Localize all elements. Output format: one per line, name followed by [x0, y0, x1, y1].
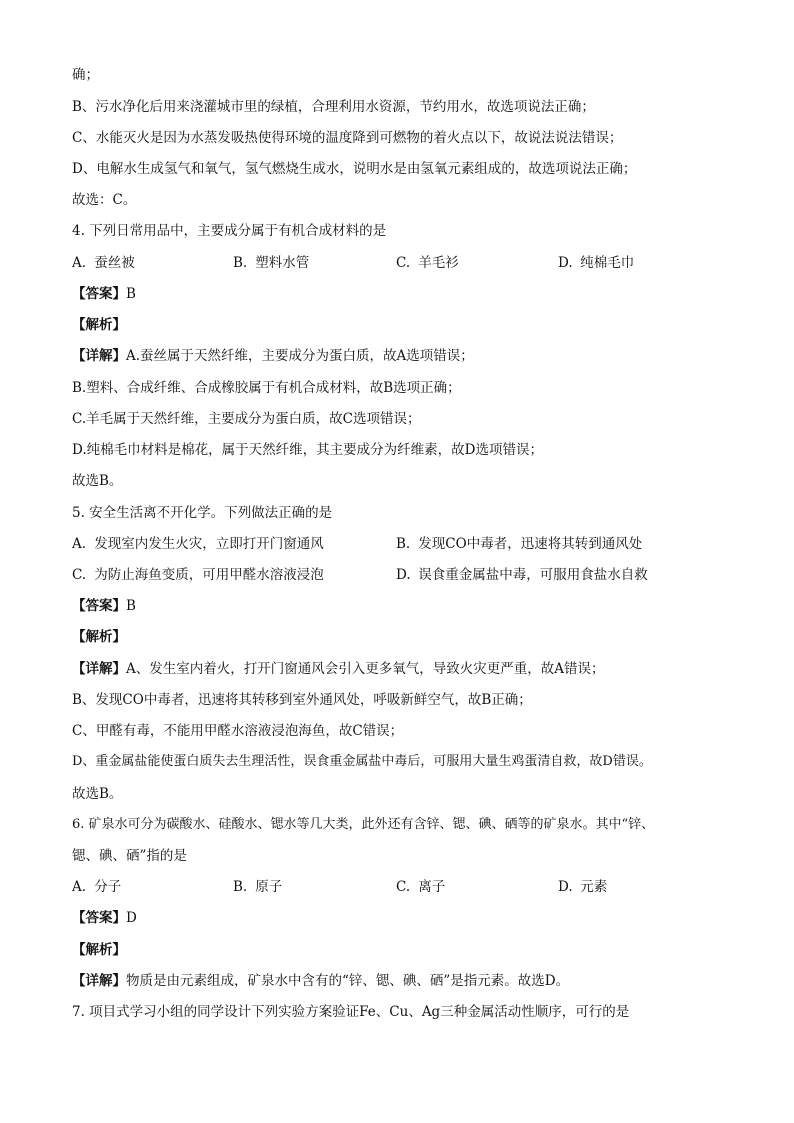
q6-answer: [72, 908, 137, 928]
q6-option-a: A. 分子: [72, 879, 122, 895]
q6-option-b: B. 原子: [233, 879, 283, 895]
q4-option-d: D. 纯棉毛巾: [558, 255, 635, 271]
question-4-stem: 4. 下列日常用品中，主要成分属于有机合成材料的是: [72, 223, 387, 239]
q4-detail-line: D.纯棉毛巾材料是棉花，属于天然纤维，其主要成分为纤维素，故D选项错误；: [72, 442, 543, 458]
detail-label: 【详解】: [72, 661, 126, 677]
q4-detail-line: B.塑料、合成纤维、合成橡胶属于有机合成材料，故B选项正确；: [72, 380, 461, 396]
q6-detail-first: 【详解】物质是由元素组成，矿泉水中含有的“锌、锶、碘、硒”是指元素。故选D。: [72, 973, 570, 989]
q4-option-b: B. 塑料水管: [233, 255, 310, 271]
answer-value: B: [126, 598, 136, 614]
q5-detail-line: C、甲醛有毒，不能用甲醛水溶液浸泡海鱼，故C错误；: [72, 723, 404, 739]
q5-option-a: A. 发现室内发生火灾，立即打开门窗通风: [72, 536, 324, 552]
q4-option-c: C. 羊毛衫: [396, 255, 459, 271]
text-line: D、电解水生成氢气和氧气，氢气燃烧生成水，说明水是由氢氧元素组成的，故选项说法正确；: [72, 161, 637, 177]
answer-value: B: [126, 286, 136, 302]
question-7-stem: 7. 项目式学习小组的同学设计下列实验方案验证Fe、Cu、Ag三种金属活动性顺序，可行的是: [72, 1004, 630, 1020]
detail-label: 【详解】: [72, 348, 126, 364]
answer-value: D: [126, 910, 137, 926]
question-6-stem: 6. 矿泉水可分为碳酸水、硅酸水、锶水等几大类，此外还有含锌、锶、碘、硒等的矿泉水。其中“锌、: [72, 817, 655, 832]
q5-detail-line: 故选B。: [72, 786, 123, 802]
q6-option-d: D. 元素: [558, 879, 608, 895]
answer-label: 【答案】: [72, 286, 126, 302]
q4-option-a: A. 蚕丝被: [72, 255, 135, 271]
q5-detail-line: D、重金属盐能使蛋白质失去生理活性，误食重金属盐中毒后，可服用大量生鸡蛋清自救，故D错误。: [72, 754, 652, 769]
q5-detail-first: 【详解】A、发生室内着火，打开门窗通风会引入更多氧气，导致火灾更严重，故A错误；: [72, 661, 605, 677]
q6-option-c: C. 离子: [396, 879, 446, 895]
q6-analysis-label: 【解析】: [72, 942, 126, 958]
q5-answer: [72, 596, 136, 616]
q4-detail-line: 故选B。: [72, 473, 123, 489]
q4-detail-first: 【详解】A.蚕丝属于天然纤维，主要成分为蛋白质，故A选项错误；: [72, 348, 474, 364]
answer-label: 【答案】: [72, 910, 126, 926]
text-line: C、水能灭火是因为水蒸发吸热使得环境的温度降到可燃物的着火点以下，故说法说法错误；: [72, 130, 623, 146]
q5-option-b: B. 发现CO中毒者，迅速将其转到通风处: [396, 536, 643, 552]
text-line: B、污水净化后用来浇灌城市里的绿植，合理利用水资源，节约用水，故选项说法正确；: [72, 99, 595, 115]
q5-detail-line: B、发现CO中毒者，迅速将其转移到室外通风处，呼吸新鲜空气，故B正确；: [72, 692, 532, 708]
q5-option-c: C. 为防止海鱼变质，可用甲醛水溶液浸泡: [72, 567, 324, 583]
q4-answer: [72, 284, 136, 304]
question-5-stem: 5. 安全生活离不开化学。下列做法正确的是: [72, 505, 333, 521]
answer-label: 【答案】: [72, 598, 126, 614]
text-line: 故选：C。: [72, 192, 137, 208]
q4-detail-line: C.羊毛属于天然纤维，主要成分为蛋白质，故C选项错误；: [72, 411, 421, 427]
detail-label: 【详解】: [72, 973, 126, 989]
q5-option-d: D. 误食重金属盐中毒，可服用食盐水自救: [396, 567, 648, 583]
q5-analysis-label: 【解析】: [72, 629, 126, 645]
q4-analysis-label: 【解析】: [72, 317, 126, 333]
question-6-stem-cont: 锶、碘、硒”指的是: [72, 848, 187, 864]
text-line: 确；: [72, 67, 99, 83]
